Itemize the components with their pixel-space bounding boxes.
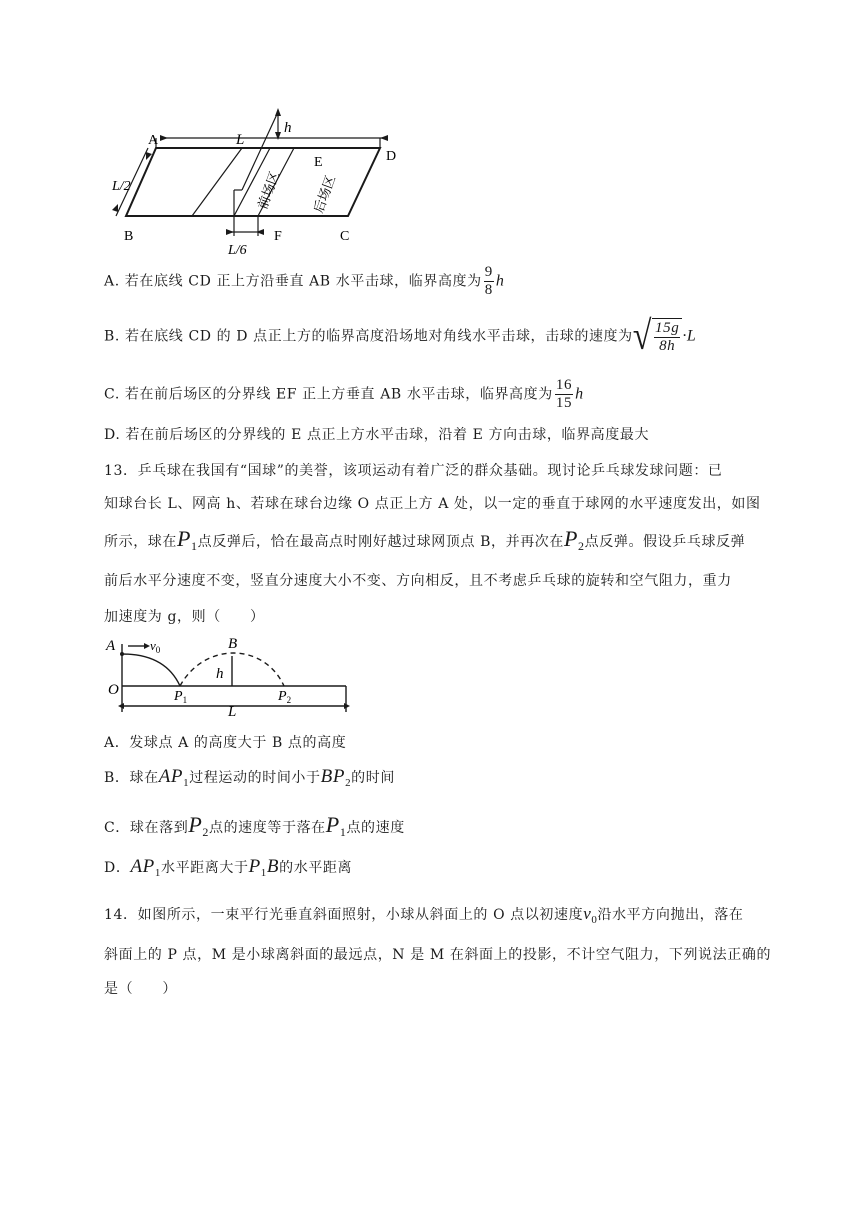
q12-option-b[interactable]: B. 若在底线 CD 的 D 点正上方的临界高度沿场地对角线水平击球，击球的速度为 √ $\frac{15g}{8h}$ ·L — [104, 313, 697, 359]
label-B: B — [124, 229, 134, 244]
q13-option-d[interactable]: D．$AP_1$水平距离大于$P_1B$的水平距离 — [104, 856, 353, 879]
q13-stem-5: 加速度为 g，则（ ） — [104, 609, 265, 625]
q13-option-c[interactable]: C．球在落到$P_2$点的速度等于落在$P_1$点的速度 — [104, 812, 405, 839]
fraction-16-15: $\frac{16}{15}$ — [555, 377, 573, 411]
q12-option-a[interactable]: A. 若在底线 CD 正上方沿垂直 AB 水平击球，临界高度为 $\frac{9}{8}$ h — [104, 264, 505, 298]
zone-back: 后场区 — [310, 173, 339, 216]
option-c-text: C. 若在前后场区的分界线 EF 正上方垂直 AB 水平击球，临界高度为 — [104, 386, 553, 403]
fraction-9-8: $\frac{9}{8}$ — [484, 264, 493, 298]
label-A2: A — [106, 638, 116, 654]
label-D: D — [386, 149, 397, 164]
q13-option-a[interactable]: A．发球点 A 的高度大于 B 点的高度 — [104, 735, 347, 751]
q14-stem-1: 14．如图所示，一束平行光垂直斜面照射，小球从斜面上的 O 点以初速度$v_0$沿水平方向抛出，落在 — [104, 904, 744, 926]
q12-option-d[interactable] — [104, 424, 649, 444]
option-a-text: A. 若在底线 CD 正上方沿垂直 AB 水平击球，临界高度为 — [104, 273, 482, 290]
label-h: h — [284, 120, 292, 136]
label-sixth: L/6 — [228, 243, 247, 258]
label-F: F — [274, 229, 282, 244]
label-O: O — [108, 682, 119, 698]
label-A: A — [148, 133, 159, 148]
label-E: E — [314, 155, 323, 170]
sqrt-expression: √ $\frac{15g}{8h}$ — [633, 318, 683, 355]
court-figure — [108, 108, 408, 260]
option-b-text: B. 若在底线 CD 的 D 点正上方的临界高度沿场地对角线水平击球，击球的速度为 — [104, 328, 633, 345]
label-L: L — [236, 132, 245, 148]
label-v0: $v_0$ — [150, 638, 161, 655]
q13-stem-2: 知球台长 L、网高 h、若球在球台边缘 O 点正上方 A 处，以一定的垂直于球网的水平速度发出，如图 — [104, 496, 761, 512]
label-C: C — [340, 229, 350, 244]
court-outline — [126, 148, 380, 216]
label-h2: h — [216, 666, 224, 682]
label-L2: L — [228, 704, 237, 718]
q13-stem-4: 前后水平分速度不变，竖直分速度大小不变、方向相反，且不考虑乒乓球的旋转和空气阻力，重力 — [104, 573, 732, 589]
q14-stem-3: 是（ ） — [104, 981, 177, 997]
zone-front: 前场区 — [254, 169, 283, 212]
q12-option-c[interactable]: C. 若在前后场区的分界线 EF 正上方垂直 AB 水平击球，临界高度为 $\frac{16}{15}$ h — [104, 377, 584, 411]
label-half: L/2 — [112, 179, 131, 194]
option-d-text: D. 若在前后场区的分界线的 E 点正上方水平击球，沿着 E 方向击球，临界高度最大 — [104, 427, 650, 443]
q13-option-b[interactable]: B．球在$AP_1$过程运动的时间小于$BP_2$的时间 — [104, 766, 395, 789]
label-P1-fig: $P_1$ — [174, 689, 188, 705]
trajectory-solid — [122, 654, 180, 686]
q13-stem-1: 13．乒乓球在我国有“国球”的美誉，该项运动有着广泛的群众基础。现讨论乒乓球发球问题：已 — [104, 463, 723, 479]
q13-stem-3: 所示，球在$P_1$点反弹后，恰在最高点时刚好越过球网顶点 B，并再次在$P_2$点反弹。假设乒乓球反弹 — [104, 526, 746, 553]
label-B2: B — [228, 636, 238, 652]
q14-stem-2: 斜面上的 P 点，M 是小球离斜面的最远点，N 是 M 在斜面上的投影，不计空气阻力，下列说法正确的 — [104, 947, 772, 963]
label-P2-fig: $P_2$ — [278, 689, 292, 705]
pingpong-figure — [104, 632, 356, 718]
